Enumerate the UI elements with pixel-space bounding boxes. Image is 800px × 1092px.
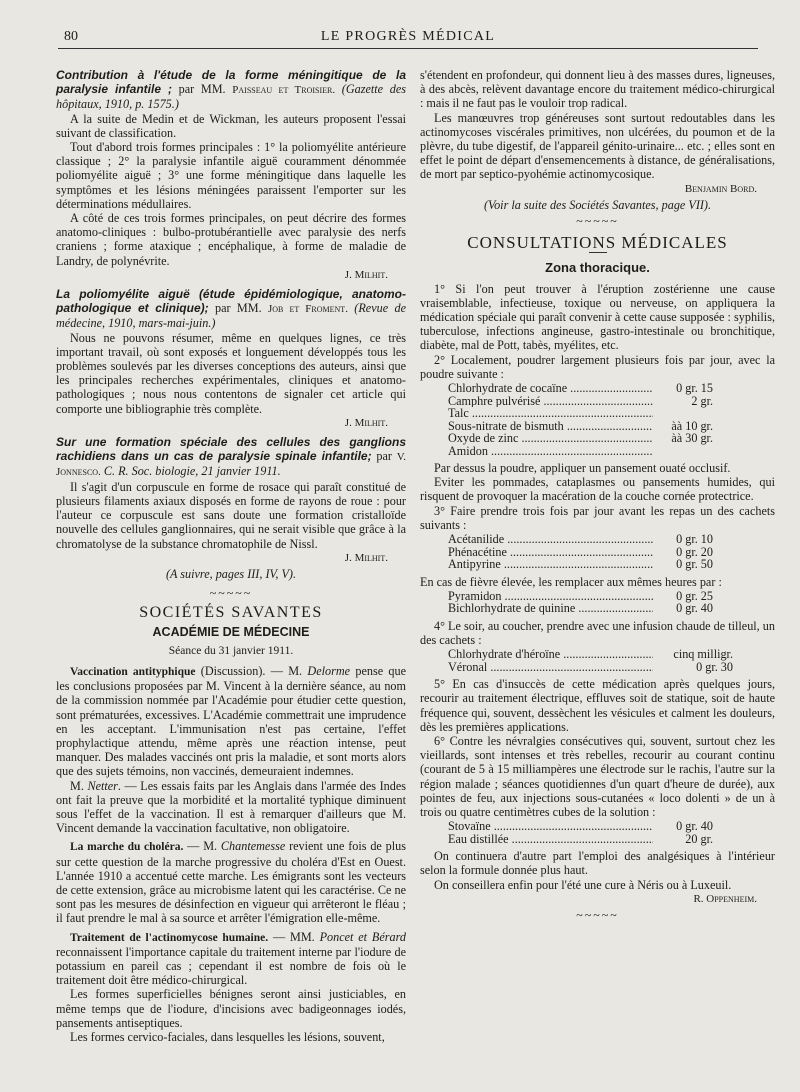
society-paragraph: Les manœuvres trop généreuses sont surtout redoutables dans les actinomycoses viscérales primitives, non ulcérées, du poumon et de la plèvre, du tube digestif, de l'appareil génito-urinaire... etc. ; elles sont en effet le point de départ d'ensemencements à distance, de généralisations, de mort par septico-pyohémie actinomycosique.: [420, 110, 775, 182]
article-heading: [56, 435, 406, 480]
society-item: [56, 664, 406, 779]
ingredient-qty: cinq milligr.: [673, 647, 733, 662]
consultation-paragraph: 6° Contre les névralgies consécutives qui, souvent, surtout chez les vieillards, sont intenses et très rebelles, recourir au courant continu (courant de 5 à 15 milliampères une électrode sur le rachis, l'autre sur la région malade ; séances quotidiennes d'un quart d'heure de durée), aux pointes de feu, aux injections sous-cutanées « loco dolenti » de un à trois ou quatre centimètres cubes de la solution :: [420, 734, 775, 820]
ornamental-separator: ~~~~~: [576, 214, 619, 229]
ingredient-name: Sous-nitrate de bismuth .....: [448, 420, 653, 433]
article-signature: J. Milhit.: [344, 268, 388, 281]
ornamental-separator: ~~~~~: [209, 586, 253, 601]
ingredient-qty: 2 gr.: [691, 393, 713, 408]
ingredient-qty: 0 gr. 10: [676, 532, 713, 547]
continued-text: (A suivre, pages III, IV, V).: [165, 566, 297, 581]
prescription-night: [448, 648, 748, 673]
prescription-row: [448, 445, 748, 458]
see-continuation-note: [420, 198, 775, 212]
prescription-row: [448, 382, 748, 395]
society-item: [56, 839, 406, 925]
article-paragraph: A côté de ces trois formes principales, on peut décrire des formes anatomo-cliniques : bulbo-protubérantielle avec paralysie des nerfs craniens ; forme ataxique ; encéphalique, à forme de maladie de Landry, de polynévrite.: [56, 211, 406, 268]
author-prefix: par MM.: [171, 82, 233, 97]
article-signature: J. Milhit.: [344, 551, 388, 564]
consultation-paragraph: 5° En cas d'insuccès de cette médication après quelques jours, recourir au traitement électrique, effluves soit de statique, soit de haute fréquence qui, souvent, dessèchent les vésicules et calment les douleurs, dès les premières applications.: [420, 677, 775, 734]
prescription-row: [448, 661, 748, 674]
ingredient-name: Camphre pulvérisé .....: [448, 395, 653, 408]
item-lead: Vaccination antityphique: [70, 665, 196, 678]
subject-heading: Zona thoracique.: [545, 260, 650, 276]
prescription-row: [448, 602, 748, 615]
prescription-row: [448, 558, 748, 571]
article-paragraph: A la suite de Medin et de Wickman, les auteurs proposent l'essai suivant de classification.: [56, 111, 406, 140]
article-signature: R. Oppenheim.: [693, 892, 757, 905]
speaker-name: Delorme: [307, 663, 351, 678]
brace-qty: àà 30 gr.: [671, 431, 713, 446]
ornamental-separator: ~~~~~: [576, 908, 619, 923]
article-title: La poliomyélite aiguë (étude épidémiologique, anatomo-pathologique et clinique);: [56, 287, 406, 316]
item-text: pense que les conclusions proposées par M. Vincent à la dernière séance, au nom de la commission nommée par l'Académie pour étudier cette question, sont prématurées, excessives. L'Académie commettrait une imprudence en les acceptant. L'immunisation n'est pas certaine, l'effet prophylactique attendu, même après une réaction intense, peut manquer. Des malades vaccinés ont pris la maladie, et sont morts alors que des sujets témoins, non vaccinés, demeuraient indemnes.: [56, 663, 406, 779]
article-signature: J. Milhit.: [344, 416, 388, 429]
article-source: C. R. Soc. biologie, 21 janvier 1911.: [100, 464, 281, 479]
ingredient-qty: 0 gr. 40: [676, 819, 713, 834]
societes-savantes-section: [56, 606, 406, 1044]
ingredient-qty: 0 gr. 25: [676, 588, 713, 603]
article-authors: Job et Froment.: [268, 303, 348, 316]
journal-title: LE PROGRÈS MÉDICAL: [320, 29, 496, 44]
article-heading: [56, 68, 406, 112]
consultation-paragraph: Eviter les pommades, cataplasmes ou pansements humides, qui risquent de provoquer la macération de la couche cornée protectrice.: [420, 475, 775, 504]
heading-rule: [589, 252, 607, 253]
prescription-row: [448, 533, 748, 546]
ingredient-name: Eau distillée .....: [448, 833, 653, 846]
brace-qty: [653, 407, 713, 420]
seance-date: Séance du 31 janvier 1911.: [168, 644, 294, 657]
author-prefix: par: [371, 449, 397, 464]
author-prefix: par MM.: [208, 301, 268, 316]
ingredient-name: Talc .....: [448, 407, 653, 420]
prescription-row: [448, 648, 748, 661]
see-continuation-text: (Voir la suite des Sociétés Savantes, page VII).: [483, 197, 712, 212]
ingredient-name: Acétanilide .....: [448, 533, 653, 546]
article-authors: Paisseau et Troisier.: [232, 84, 336, 97]
item-lead-note: (Discussion). — M.: [195, 663, 308, 678]
prescription-injection: [448, 820, 748, 845]
right-column: [420, 68, 775, 926]
article-heading: [56, 287, 406, 331]
item-lead-note: — MM.: [268, 929, 320, 944]
ingredient-name: Stovaïne .....: [448, 820, 653, 833]
prescription-cachets: [448, 533, 748, 571]
ingredient-name: Antipyrine .....: [448, 558, 653, 571]
ingredient-qty: 0 gr. 20: [676, 544, 713, 559]
ingredient-name: Véronal .....: [448, 661, 653, 674]
page-header: [58, 30, 758, 49]
article-source: (Revue de médecine, 1910, mars-mai-juin.): [56, 301, 406, 331]
article-authors: V. Jonnesco.: [56, 451, 406, 479]
item-text: . — Les essais faits par les Anglais dans l'armée des Indes ont fait la preuve que la morbidité et la mortalité typhique diminuent sous l'effet de la vaccination. Il est à remarquer d'ailleurs que M. Vincent demande la vaccination facultative, non obligatoire.: [56, 778, 407, 836]
item-text: revient une fois de plus sur cette question de la marche progressive du choléra d'Est en Ouest. L'année 1910 a accentué cette marche. Les émigrants sont les vecteurs de cette extension, grâce au microbisme latent qui les caractérise. Ce ne sont pas les mesures de désinfection en vigueur qui arrêteront le fléau ; il faut prendre le mal à sa source et arrêter l'émigration elle-même.: [56, 839, 406, 926]
prescription-fever: [448, 590, 748, 615]
item-text: reconnaissent l'importance capitale du traitement interne par l'iodure de potassium en pareil cas ; cependant il est nombre de fois où le traitement doit être médico-chirurgical.: [56, 944, 406, 988]
section-heading: CONSULTATIONS MÉDICALES: [467, 233, 728, 253]
ingredient-qty: 0 gr. 40: [676, 601, 713, 616]
consultation-paragraph: Par dessus la poudre, appliquer un pansement ouaté occlusif.: [434, 461, 731, 476]
speaker-name: Chantemesse: [220, 839, 286, 854]
consultation-paragraph: 2° Localement, poudrer largement plusieurs fois par jour, avec la poudre suivante :: [420, 352, 775, 381]
continuation-paragraph: s'étendent en profondeur, qui donnent lieu à des masses dures, ligneuses, à des abcès, relèvent davantage encore du traitement médico-chirurgical : mais il ne faut pas le vouloir trop radical.: [420, 68, 775, 111]
consultation-paragraph: 1° Si l'on peut trouver à l'éruption zostérienne une cause vraisemblable, infectieuse, toxique ou nerveuse, on appliquera la médication spéciale qui paraît convenir à cette cause supposée : syphilis, tuberculose, infections angineuse, gastro-intestinale ou bronchitique, diabète, mal de Pott, tabès, myélites, etc.: [420, 281, 775, 353]
ingredient-qty: 20 gr.: [685, 831, 713, 846]
item-lead: La marche du choléra.: [70, 841, 184, 854]
ingredient-name: Pyramidon .....: [448, 590, 653, 603]
society-item: [56, 779, 406, 836]
article-signature: Benjamin Bord.: [684, 182, 757, 195]
page-number: 80: [64, 29, 78, 44]
prescription-row: [448, 820, 748, 833]
ingredient-name: Phénacétine .....: [448, 546, 653, 559]
speaker-name: Poncet et Bérard: [319, 929, 406, 944]
ingredient-name: Oxyde de zinc .....: [448, 432, 653, 445]
article-title: Contribution à l'étude de la forme méningitique de la paralysie infantile ;: [56, 68, 406, 97]
prescription-row: [448, 432, 748, 445]
ingredient-name: Bichlorhydrate de quinine .....: [448, 602, 653, 615]
left-column: [56, 68, 406, 1044]
continued-note: [56, 567, 406, 581]
ingredient-qty: 0 gr. 15: [676, 381, 713, 396]
consultation-paragraph: On continuera d'autre part l'emploi des analgésiques à l'intérieur selon la formule donnée plus haut.: [420, 849, 775, 878]
consultation-paragraph: 4° Le soir, au coucher, prendre avec une infusion chaude de tilleul, un des cachets :: [420, 618, 775, 647]
article-meningitique: [56, 68, 406, 282]
ingredient-qty: 0 gr. 50: [676, 557, 713, 572]
academy-heading: ACADÉMIE DE MÉDECINE: [152, 624, 310, 639]
ingredient-qty: 0 gr. 30: [696, 659, 733, 674]
ingredient-name: Amidon .....: [448, 445, 653, 458]
prescription-row: [448, 833, 748, 846]
prescription-row: [448, 395, 748, 408]
brace-qty: àà 10 gr.: [671, 418, 713, 433]
article-ganglions: [56, 435, 406, 581]
society-paragraph: Les formes superficielles bénignes seront ainsi justiciables, en même temps que de l'iodure, d'incisions avec badigeonnages iodés, pansements antiseptiques.: [56, 987, 406, 1030]
consultations-section: [420, 233, 775, 923]
consultation-paragraph: 3° Faire prendre trois fois par jour avant les repas un des cachets suivants :: [420, 503, 775, 532]
article-paragraph: Nous ne pouvons résumer, même en quelques lignes, ce très important travail, où sont exposés et longuement développés tous les problèmes soulevés par les diverses conceptions des auteurs, ainsi que les principales recherches expérimentales, cliniques et anatomo-pathologiques ; nous nous contentons de signaler cet article qui comporte une bibliographie très complète.: [56, 330, 406, 416]
prescription-row: [448, 407, 748, 420]
consultation-paragraph: On conseillera enfin pour l'été une cure à Néris ou à Luxeuil.: [434, 877, 732, 892]
item-lead: Traitement de l'actinomycose humaine.: [70, 931, 269, 944]
item-lead-note: M.: [70, 778, 88, 793]
society-paragraph: Les formes cervico-faciales, dans lesquelles les lésions, souvent,: [70, 1030, 385, 1044]
article-paragraph: Tout d'abord trois formes principales : 1° la poliomyélite antérieure classique ; 2° la paralysie infantile aiguë couramment dénommée poliomyélite aiguë ; 3° une forme méningitique dans laquelle les symptômes et les lésions méningées paraissent l'emporter sur les déterminations médullaires.: [56, 140, 406, 211]
article-source: (Gazette des hôpitaux, 1910, p. 1575.): [56, 82, 406, 112]
society-item: [56, 930, 406, 988]
article-paragraph: Il s'agit d'un corpuscule en forme de rosace qui paraît constitué de plusieurs filaments axiaux disposés en forme de rayons de roue : pour l'auteur ce corpuscule est sans doute une formation cristalloïde nouvelle des cellules ganglionnaires, qui ne serait visible que grâce à la chromatolyse de la substance chromatophile de Nissl.: [56, 479, 406, 551]
section-heading: SOCIÉTÉS SAVANTES: [139, 604, 323, 622]
article-poliomyelite: [56, 287, 406, 430]
ingredient-name: Chlorhydrate de cocaïne .....: [448, 382, 653, 395]
speaker-name: Netter: [87, 778, 118, 793]
brace-qty: [653, 445, 713, 458]
item-lead-note: — M.: [183, 839, 221, 854]
article-title: Sur une formation spéciale des cellules des ganglions rachidiens dans un cas de paralysie spinale infantile;: [56, 435, 406, 464]
prescription-powder: [448, 382, 748, 457]
ingredient-name: Chlorhydrate d'héroïne .....: [448, 648, 653, 661]
consultation-paragraph: En cas de fièvre élevée, les remplacer aux mêmes heures par :: [420, 574, 722, 589]
